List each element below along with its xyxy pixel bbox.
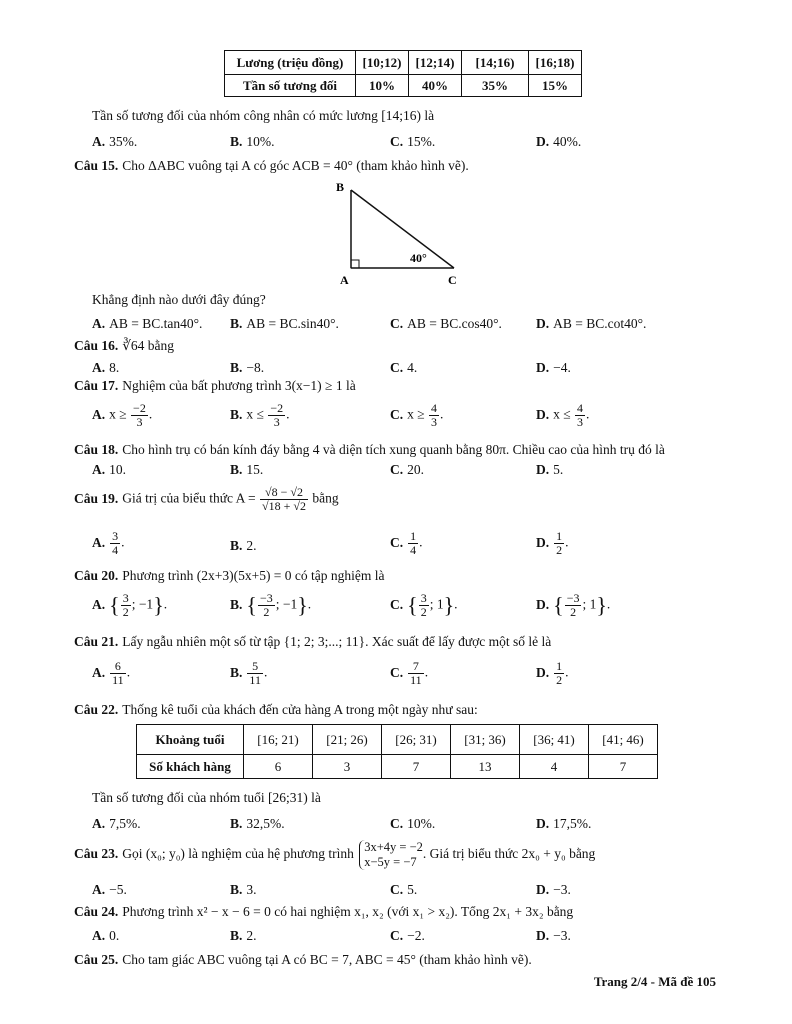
option-b[interactable]: B. { $\frac{-3}{2}$ ; −1}. xyxy=(230,591,312,619)
option-c[interactable]: C. $\frac{7}{11}$ . xyxy=(390,659,429,687)
q14-options xyxy=(0,134,792,156)
option-a[interactable]: A. 8. xyxy=(92,360,120,375)
option-b[interactable]: B. $\frac{5}{11}$ . xyxy=(230,659,268,687)
q14-question: Tần số tương đối của nhóm công nhân có mức lương [14;16) là xyxy=(92,108,435,123)
vertex-b: B xyxy=(336,180,345,194)
option-a[interactable]: A. $\frac{3}{4}$ . xyxy=(92,529,125,557)
count-cell: 6 xyxy=(244,755,313,779)
option-c[interactable]: C. 20. xyxy=(390,462,424,477)
option-d[interactable]: D. $\frac{1}{2}$ . xyxy=(536,659,569,687)
q23-question: Câu 23. Gọi (x₀; y₀) là nghiệm của hệ phương trình 3x+4y = −2 x−5y = −7 . Giá trị biểu thức 2x₀ + y₀ bằng xyxy=(74,840,596,869)
option-b[interactable]: B. 10%. xyxy=(230,134,275,149)
freq-cell: 40% xyxy=(409,75,462,97)
q25-question: Câu 25. Cho tam giác ABC vuông tại A có BC = 7, ABC = 45° (tham khảo hình vẽ). xyxy=(74,952,532,967)
count-cell: 3 xyxy=(313,755,382,779)
interval-cell: [12;14) xyxy=(409,51,462,75)
interval-cell: [41; 46) xyxy=(589,725,658,755)
count-cell: 7 xyxy=(589,755,658,779)
option-d[interactable]: D. { $\frac{-3}{2}$ ; 1}. xyxy=(536,591,611,619)
interval-cell: [26; 31) xyxy=(382,725,451,755)
page-footer: Trang 2/4 - Mã đề 105 xyxy=(593,974,716,989)
q22-question: Câu 22. Thống kê tuổi của khách đến cửa hàng A trong một ngày như sau: xyxy=(74,702,478,717)
option-a[interactable]: A. { $\frac{3}{2}$ ; −1}. xyxy=(92,591,168,619)
vertex-a: A xyxy=(340,273,349,287)
q18-question: Câu 18. Cho hình trụ có bán kính đáy bằng 4 và diện tích xung quanh bằng 80π. Chiều cao của hình trụ đó là xyxy=(74,442,665,457)
option-c[interactable]: C. x ≥ $\frac{4}{3}$ . xyxy=(390,401,444,429)
q17-options xyxy=(0,402,792,432)
option-c[interactable]: C. 4. xyxy=(390,360,418,375)
q24-question: Câu 24. Phương trình x² − x − 6 = 0 có hai nghiệm x₁, x₂ (với x₁ > x₂). Tổng 2x₁ + 3x₂ bằng xyxy=(74,904,574,919)
q22-ask: Tần số tương đối của nhóm tuổi [26;31) là xyxy=(92,790,321,805)
option-b[interactable]: B. 15. xyxy=(230,462,264,477)
option-a[interactable]: A. −5. xyxy=(92,882,127,897)
q18-options xyxy=(0,462,792,484)
option-d[interactable]: D. −3. xyxy=(536,928,571,943)
q20-options xyxy=(0,592,792,626)
count-cell: 7 xyxy=(382,755,451,779)
q15-ask: Khẳng định nào dưới đây đúng? xyxy=(92,292,266,307)
option-a[interactable]: A. $\frac{6}{11}$ . xyxy=(92,659,131,687)
age-table xyxy=(136,724,658,779)
option-c[interactable]: C. $\frac{1}{4}$ . xyxy=(390,529,423,557)
interval-cell: [31; 36) xyxy=(451,725,520,755)
option-d[interactable]: D. 17,5%. xyxy=(536,816,592,831)
option-a[interactable]: A. AB = BC.tan40°. xyxy=(92,316,203,331)
option-d[interactable]: D. AB = BC.cot40°. xyxy=(536,316,647,331)
option-a[interactable]: A. 7,5%. xyxy=(92,816,141,831)
interval-cell: [36; 41) xyxy=(520,725,589,755)
interval-cell: [16; 21) xyxy=(244,725,313,755)
interval-cell: [14;16) xyxy=(462,51,529,75)
option-c[interactable]: C. 10%. xyxy=(390,816,436,831)
option-d[interactable]: D. x ≤ $\frac{4}{3}$ . xyxy=(536,401,590,429)
option-a[interactable]: A. 0. xyxy=(92,928,120,943)
interval-cell: [16;18) xyxy=(529,51,582,75)
vertex-c: C xyxy=(448,273,457,287)
q19-options xyxy=(0,530,792,560)
option-c[interactable]: C. { $\frac{3}{2}$ ; 1}. xyxy=(390,591,458,619)
option-c[interactable]: C. 5. xyxy=(390,882,418,897)
customer-label: Số khách hàng xyxy=(137,755,244,779)
freq-cell: 10% xyxy=(356,75,409,97)
q17-question: Câu 17. Nghiệm của bất phương trình 3(x−1) ≥ 1 là xyxy=(74,378,356,393)
freq-cell: 15% xyxy=(529,75,582,97)
option-b[interactable]: B. 2. xyxy=(230,928,257,943)
count-cell: 4 xyxy=(520,755,589,779)
angle-label: 40° xyxy=(410,251,427,265)
option-c[interactable]: C. AB = BC.cos40°. xyxy=(390,316,502,331)
age-header: Khoảng tuổi xyxy=(137,725,244,755)
option-a[interactable]: A. x ≥ $\frac{-2}{3}$ . xyxy=(92,401,153,429)
salary-header: Lương (triệu đồng) xyxy=(225,51,356,75)
q21-options xyxy=(0,660,792,690)
option-a[interactable]: A. 10. xyxy=(92,462,126,477)
freq-cell: 35% xyxy=(462,75,529,97)
q19-question: Câu 19. Giá trị của biểu thức A = $\frac{√8 - √2}{√18 + √2}$ bằng xyxy=(74,485,339,513)
option-b[interactable]: B. 3. xyxy=(230,882,257,897)
option-b[interactable]: B. x ≤ $\frac{-2}{3}$ . xyxy=(230,401,290,429)
interval-cell: [10;12) xyxy=(356,51,409,75)
q15-question: Câu 15. Cho ΔABC vuông tại A có góc ACB = 40° (tham khảo hình vẽ). xyxy=(74,158,469,173)
option-c[interactable]: C. 15%. xyxy=(390,134,436,149)
q23-options xyxy=(0,882,792,904)
option-d[interactable]: D. $\frac{1}{2}$ . xyxy=(536,529,569,557)
q16-question: Câu 16. ∛64 bằng xyxy=(74,338,174,353)
q20-question: Câu 20. Phương trình (2x+3)(5x+5) = 0 có tập nghiệm là xyxy=(74,568,385,583)
salary-table xyxy=(224,50,582,97)
option-c[interactable]: C. −2. xyxy=(390,928,425,943)
option-d[interactable]: D. −3. xyxy=(536,882,571,897)
option-b[interactable]: B. AB = BC.sin40°. xyxy=(230,316,339,331)
freq-label: Tần số tương đối xyxy=(225,75,356,97)
q15-options xyxy=(0,316,792,338)
q24-options xyxy=(0,928,792,950)
option-d[interactable]: D. 40%. xyxy=(536,134,582,149)
option-d[interactable]: D. 5. xyxy=(536,462,564,477)
option-a[interactable]: A. 35%. xyxy=(92,134,138,149)
interval-cell: [21; 26) xyxy=(313,725,382,755)
triangle-figure xyxy=(330,178,470,290)
option-d[interactable]: D. −4. xyxy=(536,360,571,375)
option-b[interactable]: B. 2. xyxy=(230,538,257,553)
count-cell: 13 xyxy=(451,755,520,779)
q21-question: Câu 21. Lấy ngẫu nhiên một số từ tập {1; 2; 3;...; 11}. Xác suất để lấy được một số lẻ là xyxy=(74,634,552,649)
option-b[interactable]: B. 32,5%. xyxy=(230,816,285,831)
option-b[interactable]: B. −8. xyxy=(230,360,265,375)
q22-options xyxy=(0,816,792,838)
